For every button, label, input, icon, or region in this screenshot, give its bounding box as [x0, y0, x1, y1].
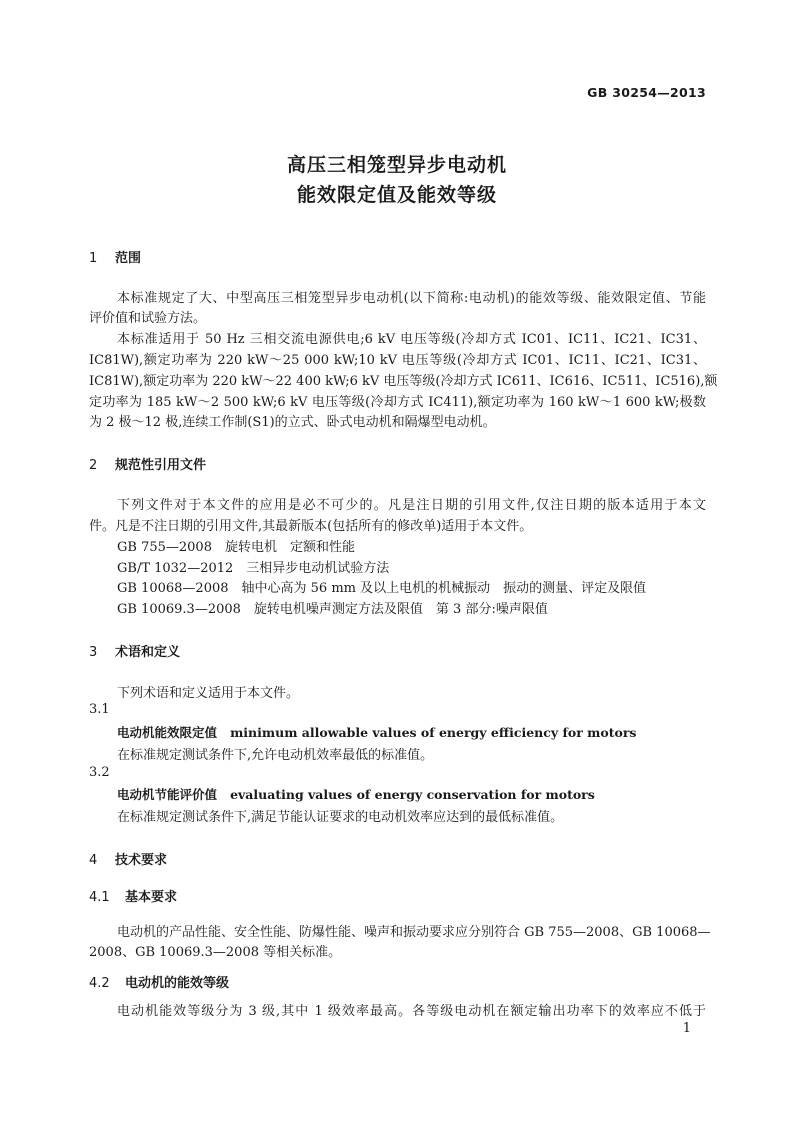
reference-item: GB 10069.3—2008 旋转电机噪声测定方法及限值 第 3 部分:噪声限值 [117, 602, 548, 617]
section-2-heading [89, 454, 206, 473]
paragraph-line: 下列术语和定义适用于本文件。 [117, 686, 300, 701]
section-title: 技术要求 [115, 853, 168, 868]
term-number: 3.2 [89, 765, 110, 780]
paragraph-line: 本标准适用于 50 Hz 三相交流电源供电;6 kV 电压等级(冷却方式 IC01、IC11、IC21、IC31、 [117, 332, 706, 347]
paragraph-line: 本标准规定了大、中型高压三相笼型异步电动机(以下简称:电动机)的能效等级、能效限定值、节能 [117, 291, 706, 306]
term-heading [117, 785, 595, 803]
term-english: minimum allowable values of energy efficiency for motors [230, 725, 637, 740]
paragraph-line: 2008、GB 10069.3—2008 等相关标准。 [89, 945, 342, 960]
term-heading [117, 723, 636, 741]
paragraph-line: 为 2 极～12 极,连续工作制(S1)的立式、卧式电动机和隔爆型电动机。 [89, 415, 496, 430]
reference-item: GB 755—2008 旋转电机 定额和性能 [117, 540, 355, 555]
section-title: 规范性引用文件 [115, 458, 207, 473]
subsection-number: 4.2 [89, 976, 110, 991]
reference-item: GB/T 1032—2012 三相异步电动机试验方法 [117, 561, 390, 576]
paragraph-line: 电动机能效等级分为 3 级,其中 1 级效率最高。各等级电动机在额定输出功率下的效率应不低于 [117, 1004, 706, 1019]
section-number: 4 [89, 853, 98, 868]
section-title: 术语和定义 [115, 645, 181, 660]
paragraph-line: IC81W),额定功率为 220 kW～25 000 kW;10 kV 电压等级(冷却方式 IC01、IC11、IC21、IC31、 [89, 353, 706, 368]
document-title-line-1: 高压三相笼型异步电动机 [286, 154, 507, 176]
term-chinese: 电动机能效限定值 [117, 725, 218, 740]
subsection-title: 电动机的能效等级 [125, 976, 230, 991]
section-number: 1 [89, 251, 98, 266]
page-number: 1 [682, 1021, 691, 1036]
section-1-heading [89, 247, 141, 266]
standard-number: GB 30254—2013 [587, 85, 706, 100]
subsection-title: 基本要求 [125, 890, 178, 905]
subsection-4-2-heading [89, 972, 229, 991]
reference-item: GB 10068—2008 轴中心高为 56 mm 及以上电机的机械振动 振动的测量、评定及限值 [117, 581, 647, 596]
section-4-heading [89, 849, 167, 868]
document-title-line-2: 能效限定值及能效等级 [296, 184, 497, 206]
term-chinese: 电动机节能评价值 [117, 787, 218, 802]
section-number: 3 [89, 645, 98, 660]
section-number: 2 [89, 458, 98, 473]
subsection-4-1-heading [89, 886, 177, 905]
paragraph-line: 评价值和试验方法。 [89, 311, 207, 326]
paragraph-line: 下列文件对于本文件的应用是必不可少的。凡是注日期的引用文件,仅注日期的版本适用于本文 [117, 498, 706, 513]
term-english: evaluating values of energy conservation for motors [230, 787, 595, 802]
paragraph-line: 件。凡是不注日期的引用文件,其最新版本(包括所有的修改单)适用于本文件。 [89, 519, 533, 534]
paragraph-line: 电动机的产品性能、安全性能、防爆性能、噪声和振动要求应分别符合 GB 755—2008、GB 10068— [117, 925, 711, 940]
paragraph-line: IC81W),额定功率为 220 kW～22 400 kW;6 kV 电压等级(冷却方式 IC611、IC616、IC511、IC516),额 [89, 374, 718, 389]
section-title: 范围 [115, 251, 142, 266]
term-number: 3.1 [89, 702, 110, 717]
term-definition: 在标准规定测试条件下,满足节能认证要求的电动机效率应达到的最低标准值。 [117, 810, 564, 825]
term-definition: 在标准规定测试条件下,允许电动机效率最低的标准值。 [117, 748, 434, 763]
section-3-heading [89, 641, 180, 660]
subsection-number: 4.1 [89, 890, 110, 905]
paragraph-line: 定功率为 185 kW～2 500 kW;6 kV 电压等级(冷却方式 IC411),额定功率为 160 kW～1 600 kW;极数 [89, 395, 706, 410]
